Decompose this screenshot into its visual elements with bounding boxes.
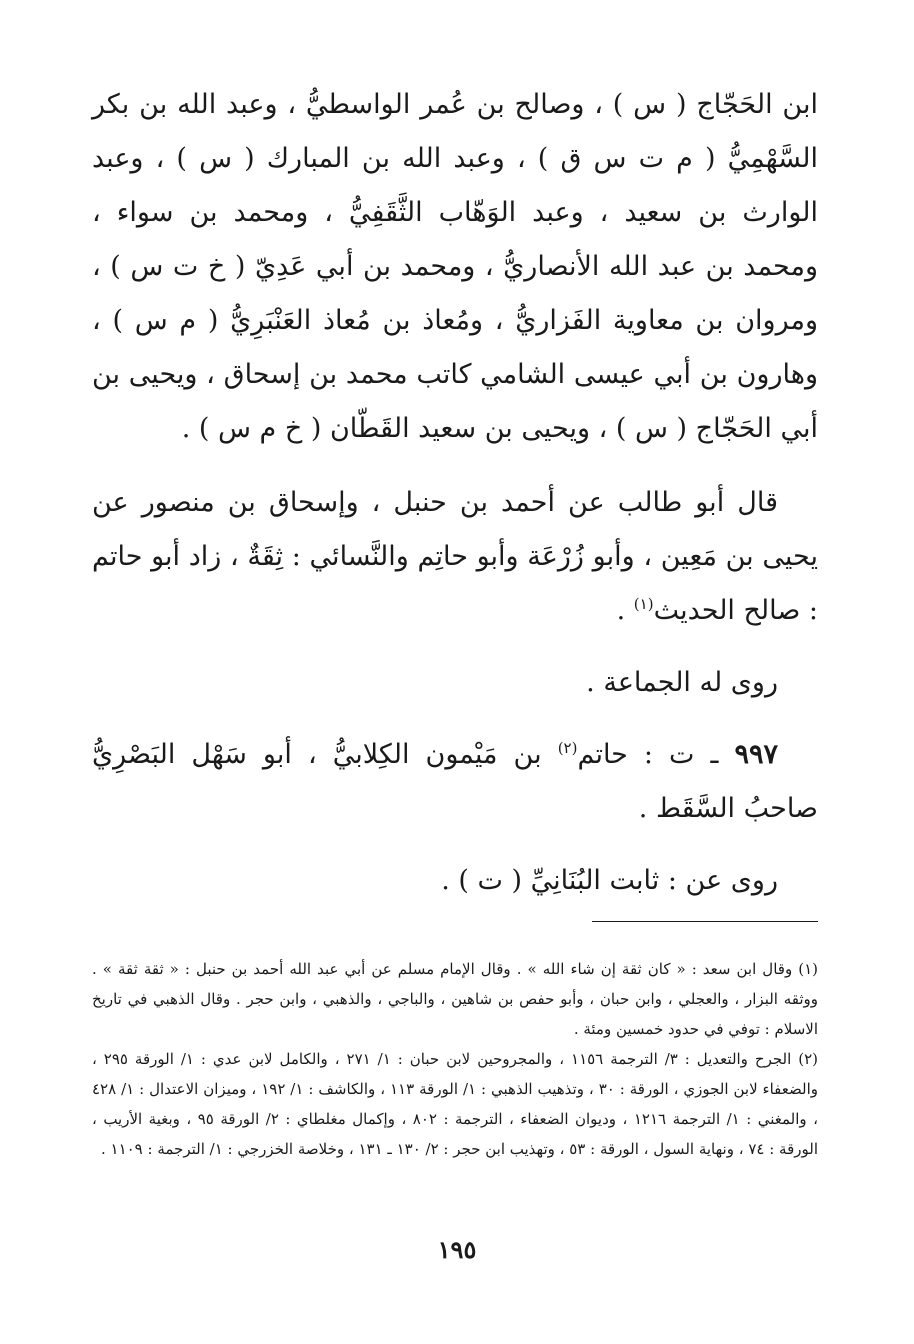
narrated-by-paragraph: روى له الجماعة .: [586, 667, 778, 698]
footnote-separator: [592, 921, 818, 922]
grading-paragraph: [92, 476, 818, 638]
entry-heading: [92, 728, 818, 836]
grading-text: قال أبو طالب عن أحمد بن حنبل ، وإسحاق بن منصور عن يحيى بن مَعِين ، وأبو زُرْعَة وأبو حاتِم والنَّسائي : ثِقَةٌ ، زاد أبو حاتم : صالح الحديث: [92, 487, 818, 626]
grading-end: .: [616, 595, 634, 626]
entry-number: ٩٩٧: [734, 739, 778, 770]
narrates-from-paragraph: روى عن : ثابت البُنَانِيِّ ( ت ) .: [441, 865, 778, 896]
page-number: ١٩٥: [437, 1235, 477, 1264]
narrators-paragraph: ابن الحَجّاج ( س ) ، وصالح بن عُمر الواسطيُّ ، وعبد الله بن بكر السَّهْمِيُّ ( م ت س ق ) ، وعبد الله بن المبارك ( س ) ، وعبد الوارث بن سعيد ، وعبد الوَهّاب الثَّقَفِيُّ ، ومحمد بن سواء ، ومحمد بن عبد الله الأنصاريُّ ، ومحمد بن أبي عَدِيّ ( خ ت س ) ، ومروان بن معاوية الفَزاريُّ ، ومُعاذ بن مُعاذ العَنْبَرِيُّ ( م س ) ، وهارون بن أبي عيسى الشامي كاتب محمد بن إسحاق ، ويحيى بن أبي الحَجّاج ( س ) ، ويحيى بن سعيد القَطّان ( خ م س ) .: [92, 89, 818, 444]
footnote-ref-2[interactable]: (٢): [557, 739, 578, 757]
entry-heading-a: ـ ت : حاتم: [577, 739, 735, 770]
footnotes: [92, 954, 818, 1164]
footnote-2: (٢) الجرح والتعديل : ٣/ الترجمة ١١٥٦ ، والمجروحين لابن حبان : ١/ ٢٧١ ، والكامل لابن عدي : ١/ الورقة ٢٩٥ ، والضعفاء لابن الجوزي ، الورقة : ٣٠ ، وتذهيب الذهبي : ١/ الورقة ١١٣ ، والكاشف : ١/ ١٩٢ ، وميزان الاعتدال : ١/ ٤٢٨ ، والمغني : ١/ الترجمة ١٢١٦ ، وديوان الضعفاء ، الترجمة : ٨٠٢ ، وإكمال مغلطاي : ٢/ الورقة ٩٥ ، وبغية الأريب ، الورقة : ٧٤ ، ونهاية السول ، الورقة : ٥٣ ، وتهذيب ابن حجر : ٢/ ١٣٠ ـ ١٣١ ، وخلاصة الخزرجي : ١/ الترجمة : ١١٠٩ .: [92, 1050, 818, 1158]
footnote-ref-1[interactable]: (١): [633, 595, 654, 613]
main-text: [92, 78, 818, 908]
footnote-1: (١) وقال ابن سعد : « كان ثقة إن شاء الله » . وقال الإمام مسلم عن أبي عبد الله أحمد بن حنبل : « ثقة ثقة » . ووثقه البزار ، والعجلي ، وابن حبان ، وأبو حفص بن شاهين ، والباجي ، والذهبي ، وابن حجر . وقال الذهبي في تاريخ الاسلام : توفي في حدود خمسين ومئة .: [92, 960, 818, 1038]
entry-heading-b: بن مَيْمون الكِلابيُّ ، أبو سَهْل البَصْرِيُّ صاحبُ السَّقَط .: [92, 739, 818, 824]
